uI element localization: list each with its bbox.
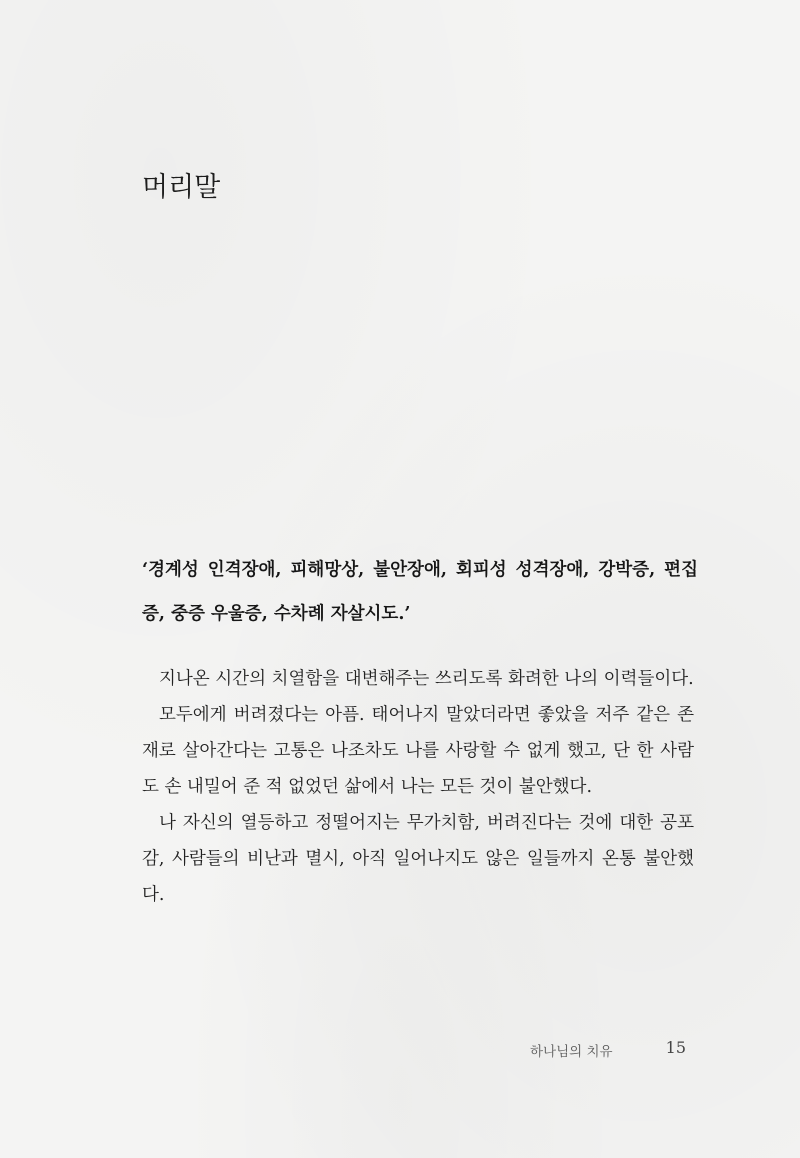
page-heading: 머리말	[142, 172, 221, 203]
paragraph: 모두에게 버려졌다는 아픔. 태어나지 말았더라면 좋았을 저주 같은 존재로 살아간다는 고통은 나조차도 나를 사랑할 수 없게 했고, 단 한 사람도 손 내밀어 준 적 없었던 삶에서 나는 모든 것이 불안했다.	[142, 705, 694, 797]
page-number: 15	[665, 1038, 686, 1057]
running-title: 하나님의 치유	[530, 1044, 613, 1060]
diagnosis-quote: ‘경계성 인격장애, 피해망상, 불안장애, 회피성 성격장애, 강박증, 편집증, 중증 우울증, 수차례 자살시도.’	[142, 560, 698, 624]
body-text	[142, 661, 694, 913]
page-footer	[520, 1038, 690, 1062]
paragraph: 나 자신의 열등하고 정떨어지는 무가치함, 버려진다는 것에 대한 공포감, 사람들의 비난과 멸시, 아직 일어나지도 않은 일들까지 온통 불안했다.	[142, 813, 694, 905]
paragraph: 지나온 시간의 치열함을 대변해주는 쓰리도록 화려한 나의 이력들이다.	[159, 669, 694, 689]
